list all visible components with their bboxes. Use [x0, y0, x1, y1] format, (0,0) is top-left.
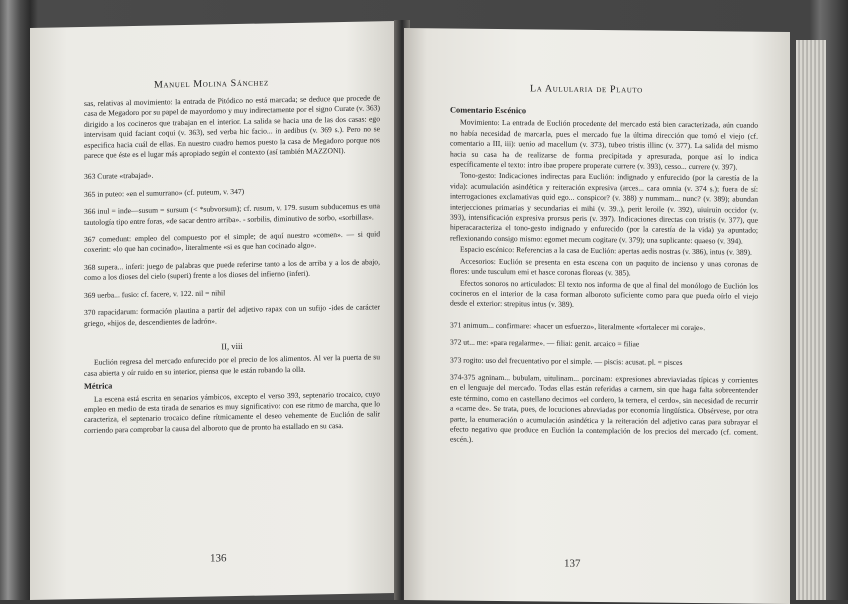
left-running-head: Manuel Molina Sánchez: [154, 77, 269, 91]
metrica-heading: Métrica: [84, 381, 113, 392]
note-367: 367 comedunt: empleo del compuesto por el simple; de aquí nuestro «comen». — si quid coxerint: «lo que han cocinado», literalmente «si es que han cocinado algo».: [84, 229, 380, 255]
note-372: 372 ut... me: «para regalarme». — filiai: genit. arcaico = filiae: [450, 337, 640, 349]
note-371: 371 animum... confirmare: «hacer un esfuerzo», literalmente «fortalecer mi coraje».: [450, 320, 706, 332]
movimiento-paragraph: Movimiento: La entrada de Euclión procedente del mercado está bien caracterizada, aún cuando no había necesidad de marcarla, pues el mercado fue la última dirección que tomó el viejo (cf. comentario a III, iii): uenio ad macellum (v. 373), tubeo tristis illinc (v. 377). La salida del mismo hacia su casa ha de realizarse de forma precipitada y apresurada, porque así lo indica específicamente el texto: intro ibae propere properate currere (v. 393), cesso... currere (v. 397).: [450, 117, 758, 172]
accesorios-paragraph: Accesorios: Euclión se presenta en esta escena con un paquito de incienso y unas coronas de flores: unde tusculum emi et hasce coronas floreas (v. 385).: [450, 256, 758, 278]
tono-gesto-paragraph: Tono-gesto: Indicaciones indirectas para Euclión: indignado y enfurecido (por la carestía de la vida): acumulación asindética y reiteración expresiva (arces... cara omnia (v. 374 s.); fuera de sí: interrogaciones exclamativas quid ego... conspicor? (v. 388) y nummam... nunc? (v. 389); abundan interjecciones primarias y secundarias ei mihi (v. 39..), perit leroile (v. 392), uiuiruin occidor (v. 393), intensificación expresiva prorsus peris (v. 397). Indicaciones directas con tristis (v. 377), que hiperacaracteriza el tono-gesto indignado y enfurecido (por la carestía de la vida) ya apuntado; reflexionando consigo mismo: egomet mecum cogitare (v. 379); una suplicante: quaeso (v. 394).: [450, 171, 758, 246]
note-370: 370 rapacidarum: formación plautina a partir del adjetivo rapax con un sufijo -ides de carácter griego, «hijos de, descendientes de ladrón».: [84, 302, 380, 328]
note-373: 373 rogito: uso del frecuentativo por el simple. — piscis: acusat. pl. = pisces: [450, 355, 683, 367]
right-text-block: [450, 102, 758, 449]
note-366: 366 inul = inde—susum = sursum (< *subvorsum); cf. rusum, v. 179. susum subducemus es una tautología tipo entre foras, «de sacar dentro arriba». - sorbilis, diminutivo de sorbo, «sorbillas».: [84, 201, 380, 227]
metrica-paragraph: La escena está escrita en senarios yámbicos, excepto el verso 393, septenario trocaico, cuyo empleo en medio de esta tirada de senarios es muy significativo: con ese ritmo de marcha, que lo caracteriza, el septenario trocaico define rítmicamente el deseo vehemente de Euclión de salir corriendo para comprobar la causa del alboroto que de pronto ha estallado en su casa.: [84, 388, 380, 435]
right-page-number: 137: [564, 557, 581, 570]
note-365: 365 in puteo: «en el sumurrano» (cf. puteum, v. 347): [84, 186, 245, 199]
note-368: 368 supera... inferi: juego de palabras que puede referirse tanto a los de arriba y a los de abajo, como a los dioses del cielo (superi) frente a los dioses del infierno (inferi).: [84, 257, 380, 283]
left-text-block: [84, 93, 380, 437]
note-369: 369 uerba... fusio: cf. facere, v. 122. nil = nihil: [84, 287, 226, 300]
right-running-head: La Aulularia de Plauto: [530, 83, 643, 96]
right-page: [404, 28, 790, 604]
left-paragraph: sas, relativas al movimiento: la entrada de Pitódico no está marcada; se deduce que procede de casa de Megadoro por su papel de mayordomo y muy indirectamente por el signo Curate (v. 363) dirigido a los cocineros que trabajan en el interior. La salida se hacia una de las dos casas: ego intervisam quid faciant coqui (v. 363), sed verba hic facio... in aedibus (v. 369 s.). Pero no se especifica hacia cuál de ellas. En nuestro cuadro hemos puesto la casa de Megadoro porque nos parece que éste es el lugar más apropiado según el contexto (así también MAZZONI).: [84, 93, 380, 160]
left-page-number: 136: [210, 552, 227, 565]
espacio-paragraph: Espacio escénico: Referencias a la casa de Euclión: apertas aedis nostras (v. 386), intus (v. 389).: [460, 244, 752, 257]
efectos-paragraph: Efectos sonoros no articulados: El texto nos informa de que al final del monólogo de Euclión los cocineros en el interior de la casa forman alboroto suficiente como para que pueda oírlo el viejo desde el exterior: strepitus intus (v. 389).: [450, 278, 758, 310]
note-374-375: 374-375 agninam... bubulam, uitulinam... porcinam: expresiones abreviaviadas típicas y corrientes en el lenguaje del mercado. Todas ellas están referidas a carnem, sin que haga falta sobreentender este término, como en castellano decimos «el cordero, la ternera, el cerdo», sin necesidad de recurrir a «carne de». Se trata, pues, de locuciones abreviadas por economía lingüística. Obsérvese, por otra parte, la enumeración o acumulación asindética y la reiteración del adjetivo caras para subrayar el efecto negativo que produce en Euclión la contemplación de los precios del mercado (cf. coment. escén.).: [450, 372, 758, 445]
section-summary: Euclión regresa del mercado enfurecido por el precio de los alimentos. Al ver la puerta de su casa abierta y oír ruido en su interior, piensa que le están robando la olla.: [84, 352, 380, 378]
section-heading: II, viii: [221, 340, 243, 352]
comentario-heading: Comentario Escénico: [450, 105, 527, 116]
left-page: [30, 21, 402, 600]
page-edges: [796, 40, 826, 600]
note-363: 363 Curate «trabajad».: [84, 171, 154, 182]
